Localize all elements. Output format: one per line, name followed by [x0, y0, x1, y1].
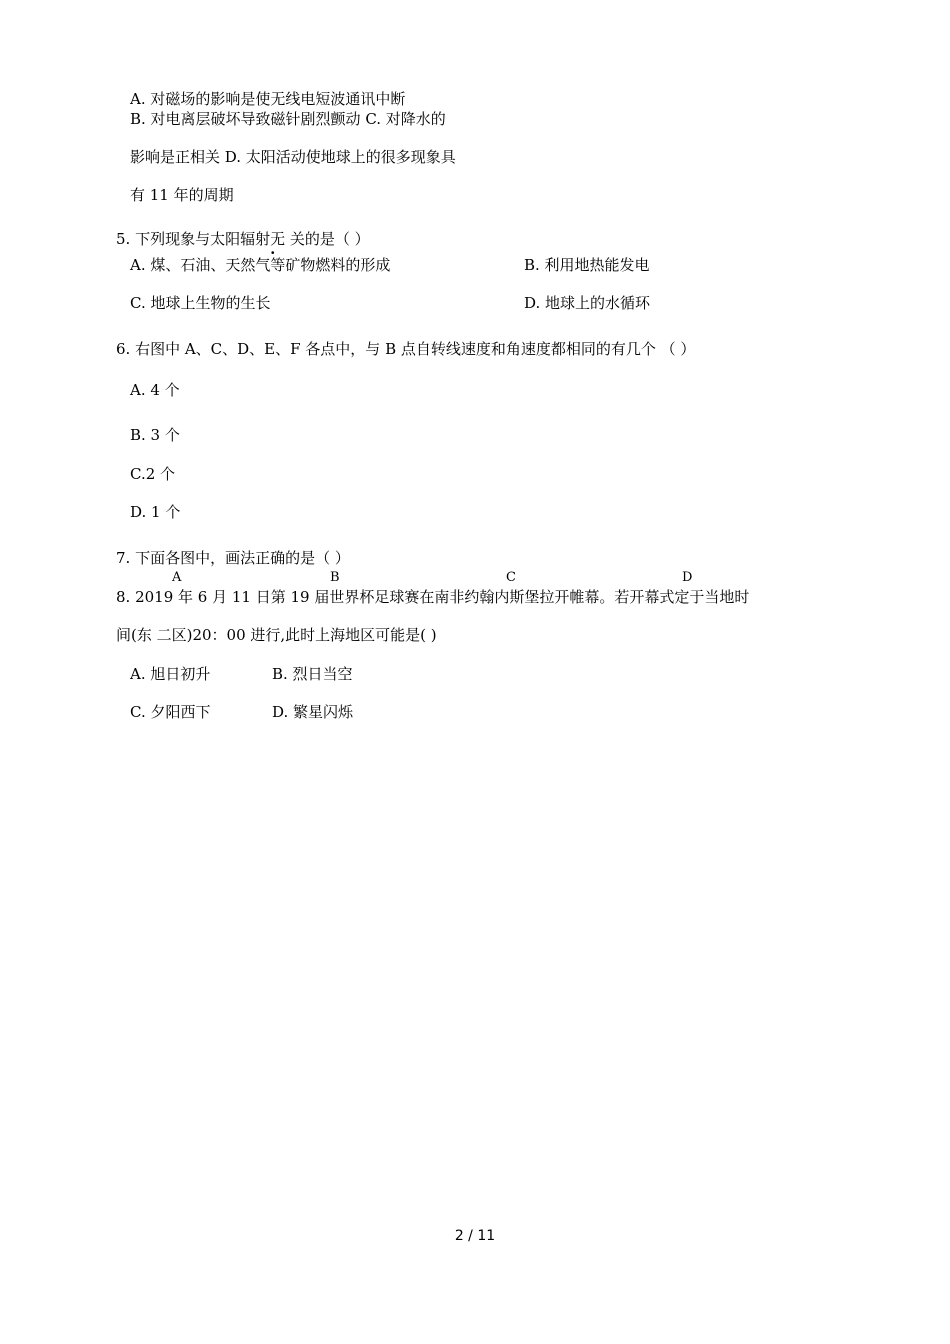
q4-option-d-cont: 有 11 年的周期 — [130, 186, 234, 204]
q7-figure-label-b: B — [330, 570, 340, 585]
q8-stem-line-1: 8. 2019 年 6 月 11 日第 19 届世界杯足球赛在南非约翰内斯堡拉开帷幕。若开幕式定于当地时 — [116, 588, 750, 606]
q7-stem: 7. 下面各图中，画法正确的是（ ） — [116, 549, 350, 567]
q4-option-a: A. 对磁场的影响是使无线电短波通讯中断 — [130, 90, 406, 108]
q7-figure-label-d: D — [682, 570, 693, 585]
q5-stem — [116, 230, 370, 248]
q6-stem: 6. 右图中 A、C、D、E、F 各点中，与 B 点自转线速度和角速度都相同的有几个 （ ） — [116, 340, 696, 358]
q4-option-c-d: 影响是正相关 D. 太阳活动使地球上的很多现象具 — [130, 148, 456, 166]
q8-option-d: D. 繁星闪烁 — [272, 703, 354, 721]
q6-option-b: B. 3 个 — [130, 426, 180, 444]
q5-option-d: D. 地球上的水循环 — [524, 294, 651, 312]
q4-option-b-c: B. 对电离层破坏导致磁针剧烈颤动 C. 对降水的 — [130, 110, 446, 128]
q8-option-a: A. 旭日初升 — [130, 665, 211, 683]
q6-option-c: C.2 个 — [130, 465, 176, 483]
q5-stem-after: 关的是（ ） — [285, 230, 370, 248]
page-number: 2 / 11 — [454, 1228, 496, 1244]
q8-stem-line-2: 间(东 二区)20：00 进行,此时上海地区可能是( ) — [116, 626, 437, 644]
q7-figure-label-a: A — [172, 570, 182, 585]
q7-figure-label-c: C — [506, 570, 516, 585]
q5-option-a: A. 煤、石油、天然气等矿物燃料的形成 — [130, 256, 391, 274]
q8-option-b: B. 烈日当空 — [272, 665, 353, 683]
q5-stem-before: 5. 下列现象与太阳辐射 — [116, 230, 271, 248]
q6-option-d: D. 1 个 — [130, 503, 181, 521]
q6-option-a: A. 4 个 — [130, 381, 180, 399]
q8-option-c: C. 夕阳西下 — [130, 703, 211, 721]
q5-option-c: C. 地球上生物的生长 — [130, 294, 271, 312]
q5-option-b: B. 利用地热能发电 — [524, 256, 650, 274]
q5-stem-emphasis: 无 — [270, 230, 286, 248]
